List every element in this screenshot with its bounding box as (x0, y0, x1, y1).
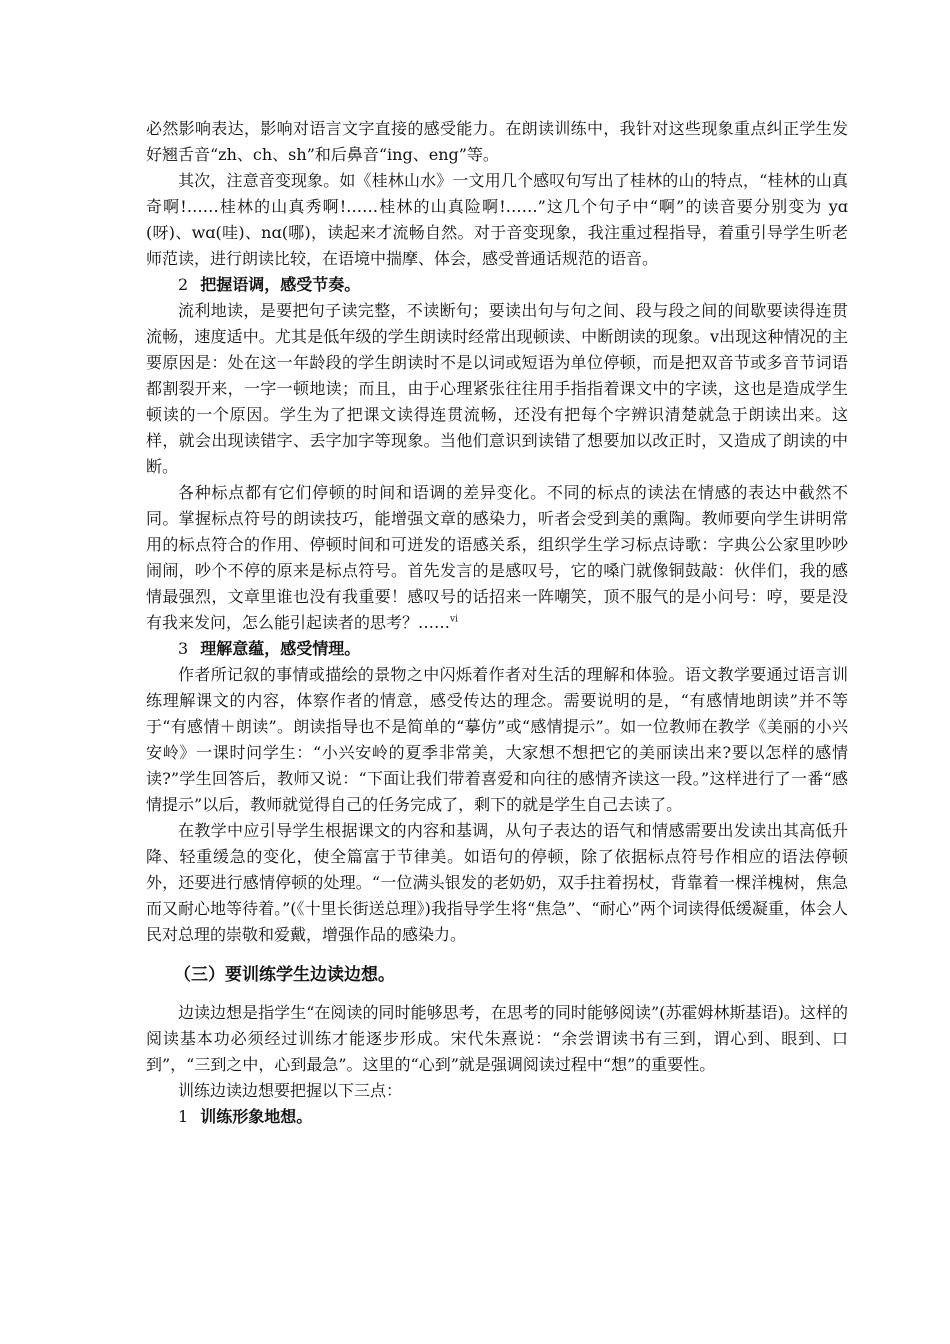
subheading-number: 3 (178, 639, 189, 658)
footnote-marker: vi (450, 614, 458, 625)
paragraph-sound-change: 其次，注意音变现象。如《桂林山水》一文用几个感叹句写出了桂林的山的特点，“桂林的山真奇啊!……桂林的山真秀啊!……桂林的山真险啊!……”这几个句子中“啊”的读音要分别变为 yɑ(呀)、wɑ(哇)、nɑ(哪)，读起来才流畅自然。对于音变现象，我注重过程指导，着重引导学生听老师范读，进行朗读比较，在语境中揣摩、体会，感受普通话规范的语音。 (146, 171, 848, 268)
subheading-text: 训练形象地想。 (200, 1107, 313, 1126)
subheading-text: 把握语调，感受节奏。 (200, 275, 361, 294)
document-page (146, 116, 848, 1130)
paragraph-three-points: 训练边读边想要把握以下三点： (178, 1081, 403, 1100)
paragraph-punctuation-text: 各种标点都有它们停顿的时间和语调的差异变化。不同的标点的读法在情感的表达中截然不同。掌握标点符号的朗读技巧，能增强文章的感染力，听者会受到美的熏陶。教师要向学生讲明常用的标点符合的作用、停顿时间和可迸发的语感关系，组织学生学习标点诗歌：字典公公家里吵吵闹闹，吵个不停的原来是标点符号。首先发言的是感叹号，它的嗓门就像铜鼓敲：伙伴们，我的感情最强烈，文章里谁也没有我重要！感叹号的话招来一阵嘲笑，顶不服气的是小问号：哼，要是没有我来发问，怎么能引起读者的思考？…… (146, 483, 848, 632)
paragraph-retroflex: 必然影响表达，影响对语言文字直接的感受能力。在朗读训练中，我针对这些现象重点纠正学生发好翘舌音“zh、ch、sh”和后鼻音“ing、eng”等。 (146, 119, 848, 164)
section-heading-think-while-reading: （三）要训练学生边读边想。 (174, 965, 395, 985)
paragraph-emotion-reading: 作者所记叙的事情或描绘的景物之中闪烁着作者对生活的理解和体验。语文教学要通过语言训练理解课文的内容，体察作者的情意，感受传达的理念。需要说明的是，“有感情地朗读”并不等于“有感情＋朗读”。朗读指导也不是简单的“摹仿”或“感情提示”。如一位教师在教学《美丽的小兴安岭》一课时问学生：“小兴安岭的夏季非常美，大家想不想把它的美丽读出来?要以怎样的感情读?”学生回答后，教师又说：“下面让我们带着喜爱和向往的感情齐读这一段。”这样进行了一番“感情提示”以后，教师就觉得自己的任务完成了，剩下的就是学生自己去读了。 (146, 665, 848, 814)
subheading-intonation (146, 272, 848, 298)
subheading-number: 2 (178, 275, 189, 294)
subheading-imagery (146, 1104, 848, 1130)
subheading-meaning (146, 636, 848, 662)
paragraph-punctuation (146, 480, 848, 636)
paragraph-fluent-reading: 流利地读，是要把句子读完整，不读断句；要读出句与句之间、段与段之间的间歇要读得连贯流畅，速度适中。尤其是低年级的学生朗读时经常出现顿读、中断朗读的现象。ⅴ出现这种情况的主要原因是：处在这一年龄段的学生朗读时不是以词或短语为单位停顿，而是把双音节或多音节词语都割裂开来，一字一顿地读；而且，由于心理紧张往往用手指指着课文中的字读，这也是造成学生顿读的一个原因。学生为了把课文读得连贯流畅，还没有把每个字辨识清楚就急于朗读出来。这样，就会出现读错字、丢字加字等现象。当他们意识到读错了想要加以改正时，又造成了朗读的中断。 (146, 301, 848, 476)
subheading-text: 理解意蕴，感受情理。 (200, 639, 361, 658)
subheading-number: 1 (178, 1107, 189, 1126)
paragraph-rhythm: 在教学中应引导学生根据课文的内容和基调，从句子表达的语气和情感需要出发读出其高低升降、轻重缓急的变化，使全篇富于节律美。如语句的停顿，除了依据标点符号作相应的语法停顿外，还要进行感情停顿的处理。“一位满头银发的老奶奶，双手拄着拐杖，背靠着一棵洋槐树，焦急而又耐心地等待着。”(《十里长街送总理》)我指导学生将“焦急”、“耐心”两个词读得低缓凝重，体会人民对总理的崇敬和爱戴，增强作品的感染力。 (146, 821, 848, 944)
paragraph-think-while-reading: 边读边想是指学生“在阅读的同时能够思考，在思考的同时能够阅读”(苏霍姆林斯基语)。这样的阅读基本功必须经过训练才能逐步形成。宋代朱熹说：“余尝谓读书有三到，谓心到、眼到、口到”，“三到之中，心到最急”。这里的“心到”就是强调阅读过程中“想”的重要性。 (146, 1003, 848, 1074)
